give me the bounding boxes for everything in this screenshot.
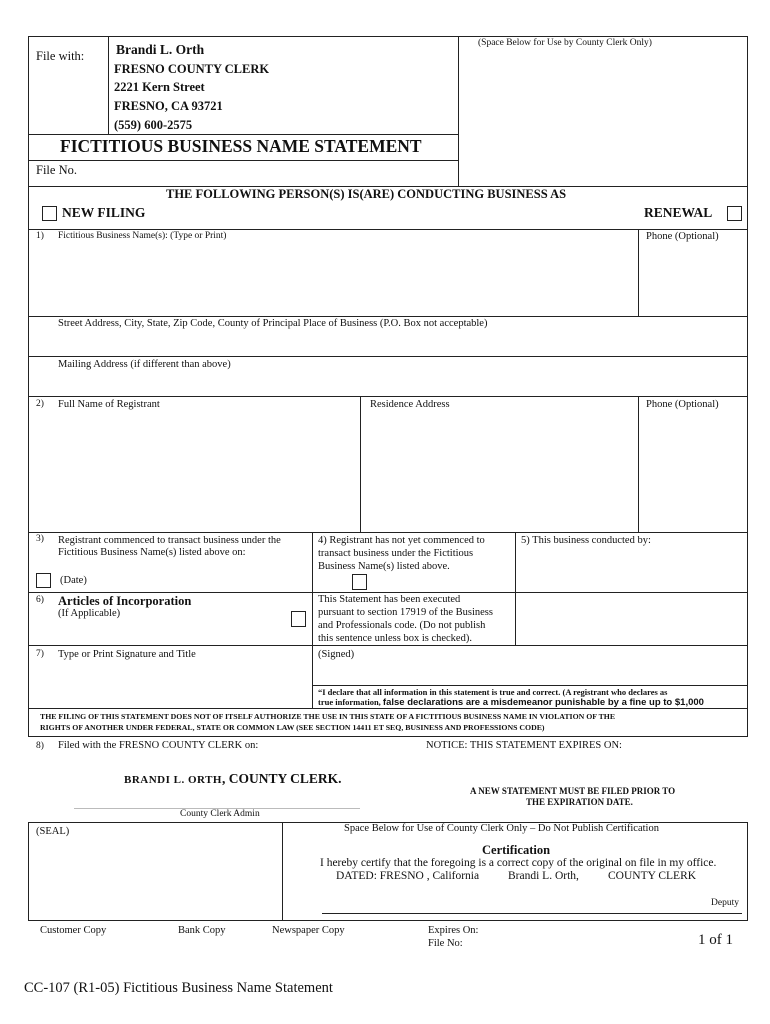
business-conducted-label: 5) This business conducted by: bbox=[521, 535, 651, 546]
clerk-only-note: Space Below for Use of County Clerk Only – Do Not Publish Certification bbox=[344, 823, 659, 834]
renewal-checkbox[interactable] bbox=[727, 206, 742, 221]
rule bbox=[638, 396, 639, 532]
frame-top bbox=[28, 36, 748, 37]
rule bbox=[312, 685, 748, 686]
frame-left bbox=[28, 36, 29, 736]
file-no-field[interactable] bbox=[110, 162, 455, 184]
articles-field[interactable] bbox=[521, 596, 743, 642]
rule bbox=[638, 229, 639, 316]
articles-label: Articles of Incorporation bbox=[58, 594, 192, 608]
seal-label: (SEAL) bbox=[36, 826, 70, 837]
publish-statement-checkbox[interactable] bbox=[291, 611, 306, 627]
registrant-name-field[interactable] bbox=[58, 414, 356, 529]
statement-line3: and Professionals code. (Do not publish bbox=[318, 620, 486, 631]
commenced-label-line2: Fictitious Business Name(s) listed above on: bbox=[58, 547, 246, 558]
new-statement-line2: THE EXPIRATION DATE. bbox=[526, 797, 633, 807]
rule bbox=[28, 229, 748, 230]
customer-copy-label: Customer Copy bbox=[40, 925, 107, 936]
section1-number: 1) bbox=[36, 231, 44, 241]
rule bbox=[28, 316, 748, 317]
clerk-space-divider bbox=[458, 36, 459, 186]
section3-number: 3) bbox=[36, 534, 44, 544]
if-applicable-label: (If Applicable) bbox=[58, 608, 121, 619]
rule bbox=[28, 592, 748, 593]
file-no-label: File No. bbox=[36, 163, 77, 177]
statement-line4: this sentence unless box is checked). bbox=[318, 633, 472, 644]
registrant-name-label: Full Name of Registrant bbox=[58, 399, 160, 410]
file-with-divider bbox=[108, 36, 109, 134]
registrant-phone-field[interactable] bbox=[642, 414, 744, 529]
statement-line1: This Statement has been executed bbox=[318, 594, 461, 605]
filed-with-label: Filed with the FRESNO COUNTY CLERK on: bbox=[58, 740, 259, 751]
new-filing-checkbox[interactable] bbox=[42, 206, 57, 221]
certification-county-clerk: COUNTY CLERK bbox=[608, 870, 697, 882]
rule bbox=[28, 822, 29, 920]
certification-clerk: Brandi L. Orth, bbox=[508, 870, 579, 882]
statement-line2: pursuant to section 17919 of the Business bbox=[318, 607, 493, 618]
section7-number: 7) bbox=[36, 649, 44, 659]
newspaper-copy-label: Newspaper Copy bbox=[272, 925, 345, 936]
expires-notice: NOTICE: THIS STATEMENT EXPIRES ON: bbox=[426, 740, 622, 751]
new-filing-label: NEW FILING bbox=[62, 205, 146, 220]
mailing-address-label: Mailing Address (if different than above) bbox=[58, 359, 231, 370]
county-clerk-suffix: , COUNTY CLERK. bbox=[222, 771, 342, 786]
not-commenced-line3: Business Name(s) listed above. bbox=[318, 561, 450, 572]
rule bbox=[28, 134, 458, 135]
rule bbox=[747, 822, 748, 920]
business-name-field[interactable] bbox=[58, 245, 633, 313]
signed-field[interactable] bbox=[360, 648, 744, 683]
residence-address-field[interactable] bbox=[366, 414, 634, 529]
rule bbox=[28, 645, 748, 646]
deputy-label: Deputy bbox=[711, 898, 739, 908]
frame-right bbox=[747, 36, 748, 736]
commenced-label-line1: Registrant commenced to transact business under the bbox=[58, 535, 281, 546]
clerk-caps: BRANDI L. ORTH bbox=[124, 774, 222, 786]
section8-number: 8) bbox=[36, 741, 44, 751]
rule bbox=[360, 396, 361, 532]
conducting-header: THE FOLLOWING PERSON(S) IS(ARE) CONDUCTING BUSINESS AS bbox=[166, 187, 567, 201]
rule bbox=[312, 532, 313, 708]
certify-statement: I hereby certify that the foregoing is a correct copy of the original on file in my office. bbox=[320, 857, 717, 869]
clerk-signature-line bbox=[124, 770, 342, 788]
form-id: CC-107 (R1-05) Fictitious Business Name Statement bbox=[24, 980, 333, 996]
county-clerk-admin-label: County Clerk Admin bbox=[180, 809, 260, 819]
business-phone-field[interactable] bbox=[642, 245, 744, 313]
page-indicator: 1 of 1 bbox=[698, 932, 733, 948]
date-checkbox[interactable] bbox=[36, 573, 51, 588]
rule bbox=[28, 920, 748, 921]
dated-label: DATED: FRESNO , California bbox=[336, 870, 480, 882]
clerk-phone: (559) 600-2575 bbox=[114, 118, 193, 132]
rule bbox=[28, 396, 748, 397]
deputy-signature-rule bbox=[322, 913, 742, 914]
section2-number: 2) bbox=[36, 399, 44, 409]
section6-number: 6) bbox=[36, 595, 44, 605]
filing-notice-line1: THE FILING OF THIS STATEMENT DOES NOT OF ITSELF AUTHORIZE THE USE IN THIS STATE OF A FICTITIOUS BUSINESS NAME IN VIOLATION OF THE bbox=[40, 712, 616, 721]
registrant-phone-label: Phone (Optional) bbox=[646, 399, 719, 410]
rule bbox=[515, 532, 516, 645]
signature-title-label: Type or Print Signature and Title bbox=[58, 649, 196, 660]
clerk-street: 2221 Kern Street bbox=[114, 80, 205, 94]
date-label: (Date) bbox=[60, 575, 87, 586]
not-commenced-line2: transact business under the Fictitious bbox=[318, 548, 474, 559]
bank-copy-label: Bank Copy bbox=[178, 925, 226, 936]
residence-address-label: Residence Address bbox=[370, 399, 450, 410]
clerk-office: FRESNO COUNTY CLERK bbox=[114, 62, 270, 76]
declaration-line2 bbox=[318, 698, 704, 709]
declaration-line1: “I declare that all information in this statement is true and correct. (A registrant who declares as bbox=[318, 687, 668, 697]
certification-heading: Certification bbox=[482, 843, 551, 857]
declaration-line2-a: true information, bbox=[318, 697, 381, 707]
business-conducted-field[interactable] bbox=[521, 550, 743, 590]
rule bbox=[28, 532, 748, 533]
not-commenced-checkbox[interactable] bbox=[352, 574, 367, 590]
page-title: FICTITIOUS BUSINESS NAME STATEMENT bbox=[60, 136, 422, 156]
signature-title-field[interactable] bbox=[58, 664, 306, 706]
street-address-field[interactable] bbox=[58, 332, 744, 354]
rule bbox=[28, 160, 458, 161]
renewal-label: RENEWAL bbox=[644, 205, 713, 220]
clerk-city: FRESNO, CA 93721 bbox=[114, 99, 223, 113]
phone-optional-label: Phone (Optional) bbox=[646, 231, 719, 242]
business-name-label: Fictitious Business Name(s): (Type or Print) bbox=[58, 231, 227, 241]
street-address-label: Street Address, City, State, Zip Code, County of Principal Place of Business (P.O. Box not acceptable) bbox=[58, 318, 488, 329]
new-statement-line1: A NEW STATEMENT MUST BE FILED PRIOR TO bbox=[470, 786, 676, 796]
filing-notice-line2: RIGHTS OF ANOTHER UNDER FEDERAL, STATE OR COMMON LAW (SEE SECTION 14411 ET SEQ, BUSINESS AND PROFESSIONS CODE) bbox=[40, 723, 545, 732]
not-commenced-line1: 4) Registrant has not yet commenced to bbox=[318, 535, 485, 546]
expires-on-label: Expires On: bbox=[428, 925, 479, 936]
clerk-name: Brandi L. Orth bbox=[116, 42, 205, 57]
rule bbox=[28, 736, 748, 737]
file-with-label: File with: bbox=[36, 49, 85, 63]
file-no-footer-label: File No: bbox=[428, 938, 463, 949]
signed-label: (Signed) bbox=[318, 649, 355, 660]
declaration-line2-b: false declarations are a misdemeanor punishable by a fine up to $1,000 bbox=[382, 697, 704, 708]
rule bbox=[282, 822, 283, 920]
clerk-space-note: (Space Below for Use by County Clerk Only) bbox=[478, 38, 652, 48]
rule bbox=[28, 356, 748, 357]
mailing-address-field[interactable] bbox=[58, 373, 744, 394]
